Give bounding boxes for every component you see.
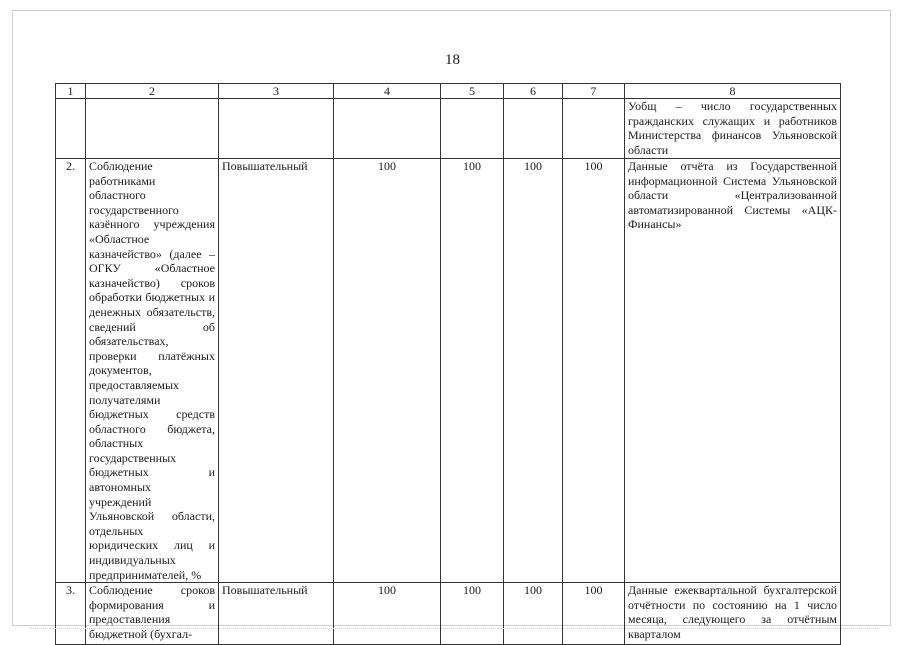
row1-v5-cell [441, 99, 504, 159]
table-header-row [56, 84, 841, 99]
row1-type-cell [219, 99, 334, 159]
row1-num-cell [56, 99, 86, 159]
row3-num-cell: 3. [56, 583, 86, 645]
row2-type-cell: Повышательный [219, 159, 334, 583]
header-cell-7: 7 [563, 84, 625, 99]
row2-v7-cell: 100 [563, 159, 625, 583]
page-number: 18 [445, 52, 460, 68]
indicators-table [55, 83, 841, 645]
row3-v5-cell: 100 [441, 583, 504, 645]
table-row [56, 583, 841, 645]
header-cell-3: 3 [219, 84, 334, 99]
row3-source-cell: Данные ежеквартальной бухгалтерской отчётности по состоянию на 1 число месяца, следующего за отчётным кварталом [625, 583, 841, 645]
row1-v7-cell [563, 99, 625, 159]
row1-name-cell [86, 99, 219, 159]
header-cell-5: 5 [441, 84, 504, 99]
row3-v6-cell: 100 [504, 583, 563, 645]
row1-source-cell: Уобщ – число государственных гражданских служащих и работников Министерства финансов Ульяновской области [625, 99, 841, 159]
header-cell-4: 4 [334, 84, 441, 99]
row2-v6-cell: 100 [504, 159, 563, 583]
row2-v5-cell: 100 [441, 159, 504, 583]
row3-name-cell: Соблюдение сроков формирования и предоставления бюджетной (бухгал- [86, 583, 219, 645]
row2-num-cell: 2. [56, 159, 86, 583]
header-cell-8: 8 [625, 84, 841, 99]
row3-v7-cell: 100 [563, 583, 625, 645]
row2-v4-cell: 100 [334, 159, 441, 583]
row2-name-cell: Соблюдение работниками областного государственного казённого учреждения «Областное казначейство» (далее – ОГКУ «Областное казначейство) сроков обработки бюджетных и денежных обязательств, сведений об обязательствах, проверки платёжных документов, предоставляемых получателями бюджетных средств областного бюджета, областных государственных бюджетных и автономных учреждений Ульяновской области, отдельных юридических лиц и индивидуальных предпринимателей, % [86, 159, 219, 583]
table-row [56, 99, 841, 159]
header-cell-2: 2 [86, 84, 219, 99]
header-cell-6: 6 [504, 84, 563, 99]
row3-type-cell: Повышательный [219, 583, 334, 645]
row1-v6-cell [504, 99, 563, 159]
scan-edge-line [30, 628, 880, 632]
row2-source-cell: Данные отчёта из Государственной информационной Система Ульяновской области «Централизованной автоматизированной Системы «АЦК-Финансы» [625, 159, 841, 583]
row1-v4-cell [334, 99, 441, 159]
row3-v4-cell: 100 [334, 583, 441, 645]
table-row [56, 159, 841, 583]
header-cell-1: 1 [56, 84, 86, 99]
